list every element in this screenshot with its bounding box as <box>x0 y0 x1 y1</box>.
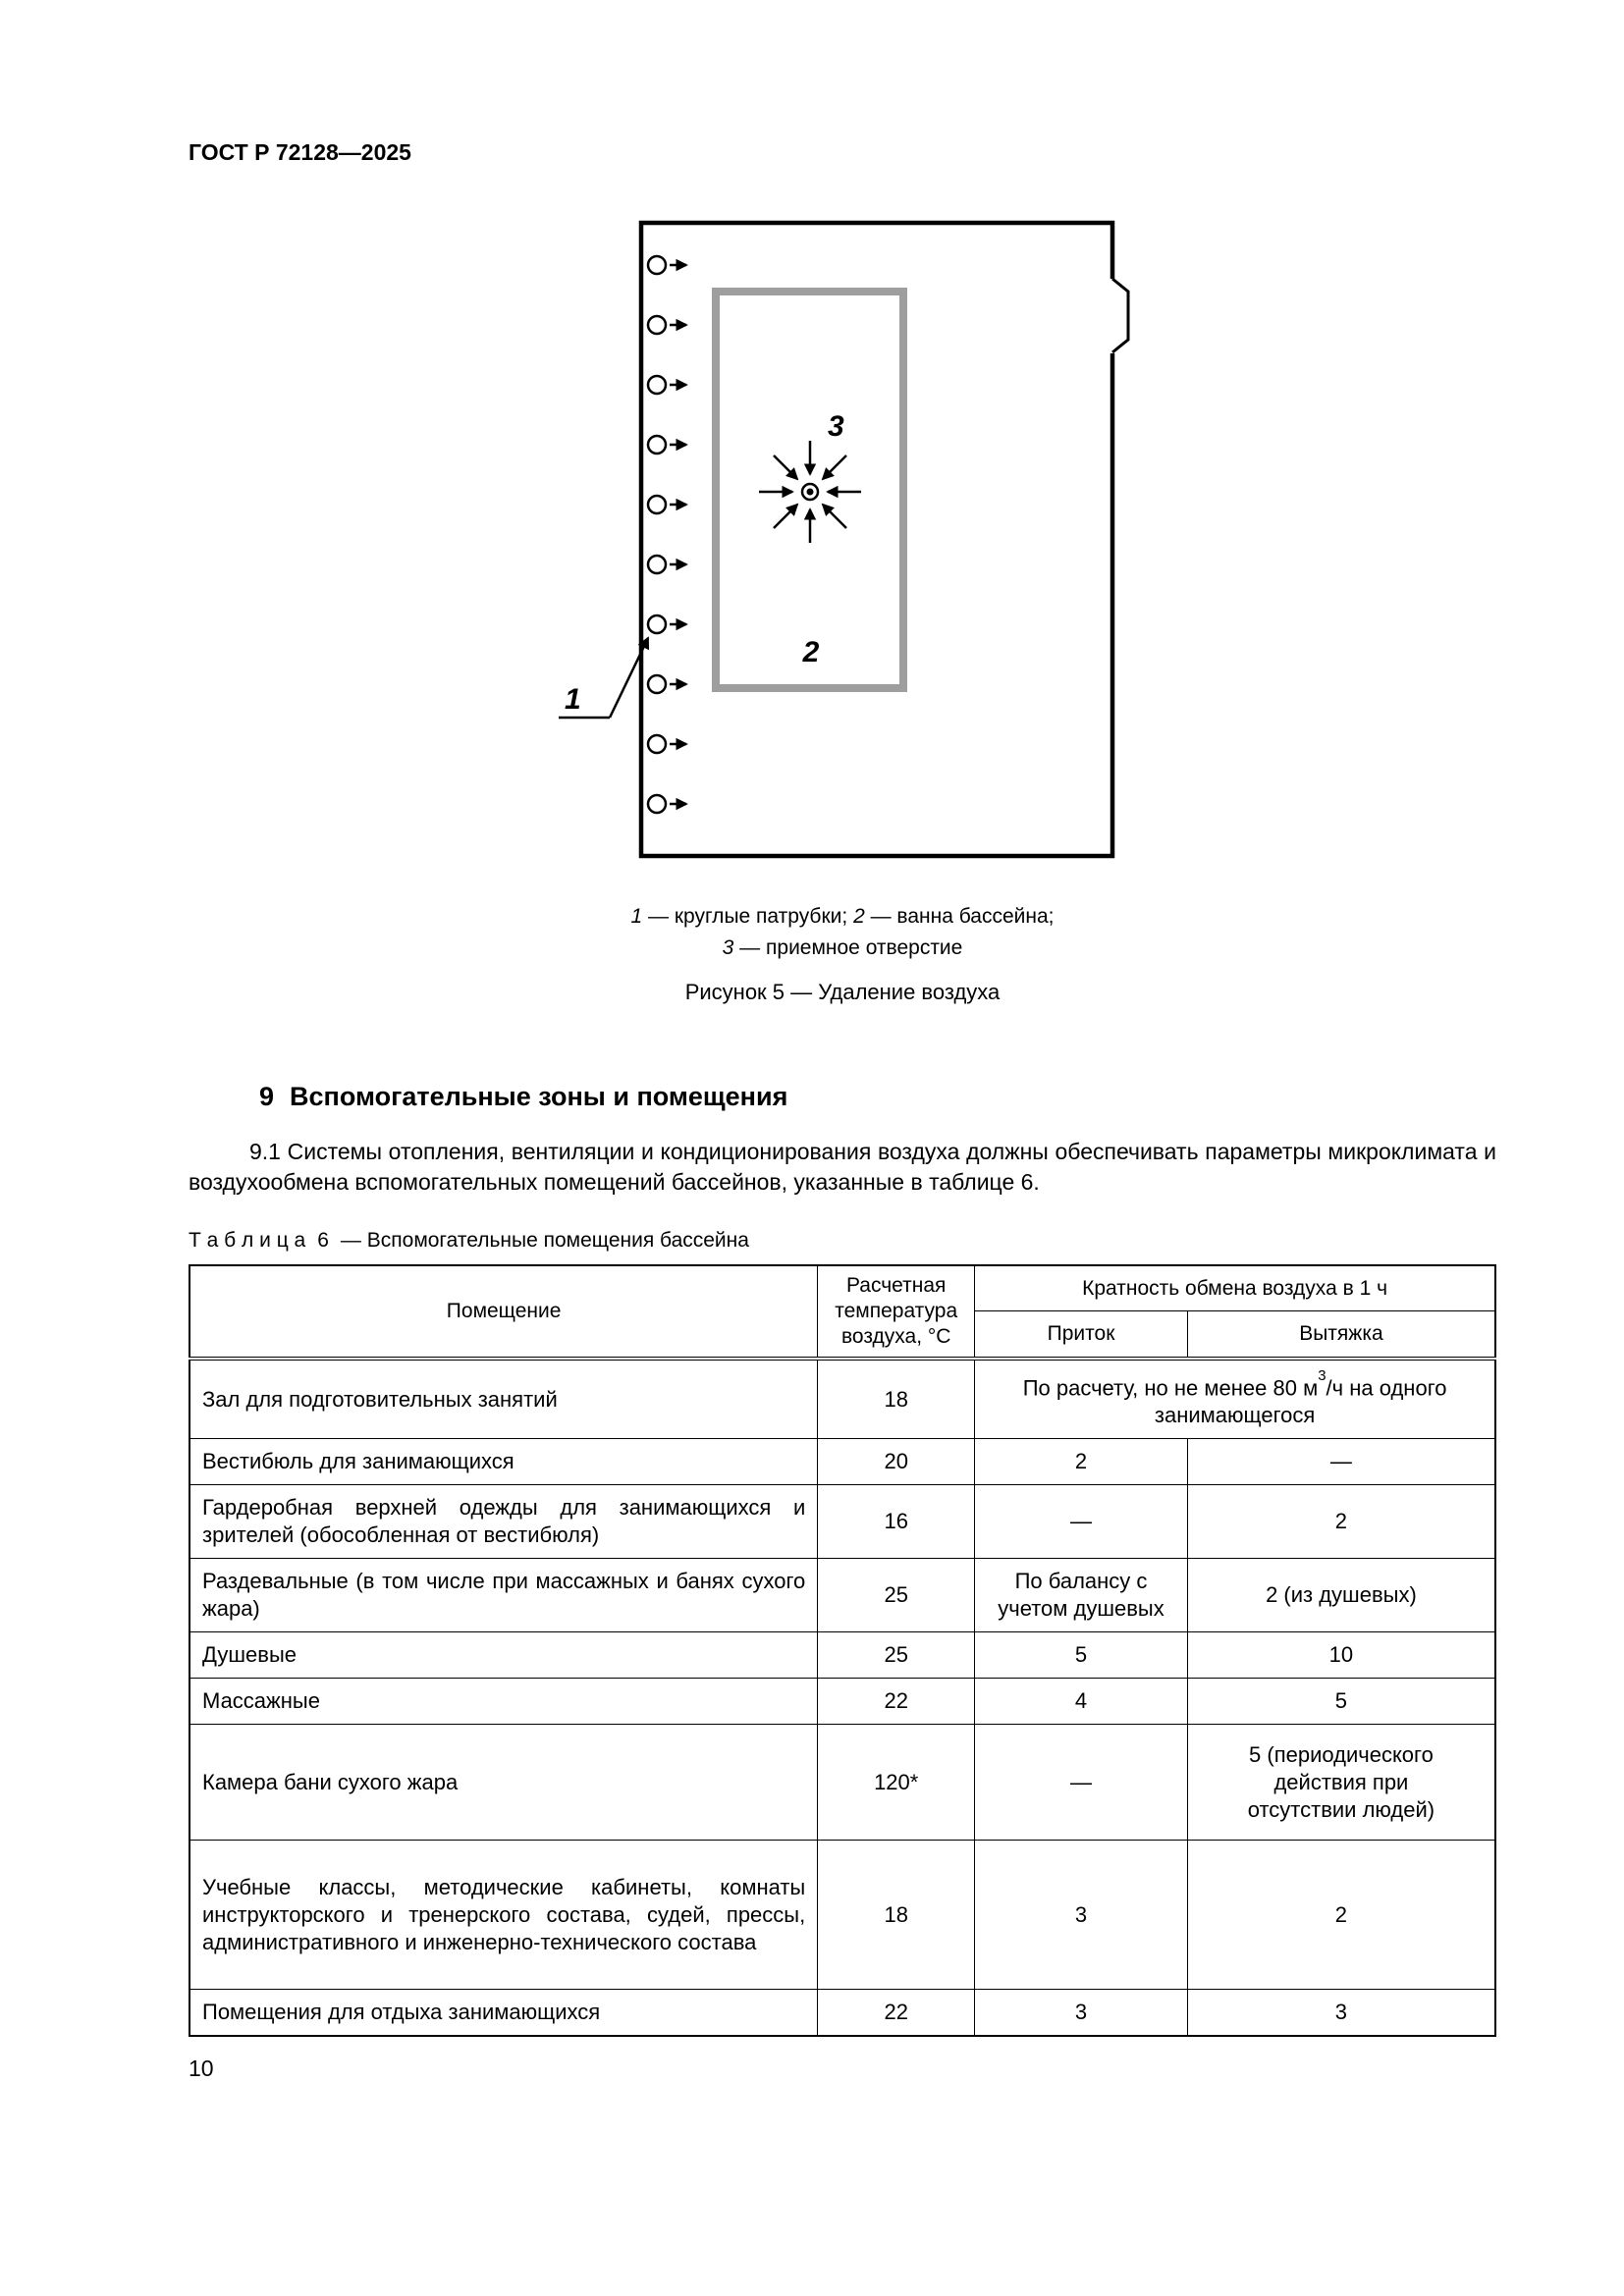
section-title: Вспомогательные зоны и помещения <box>290 1082 788 1111</box>
table-label-number: 6 <box>317 1229 329 1252</box>
outflow-cell: 5 (периодического действия при отсутствии людей) <box>1187 1725 1495 1841</box>
inflow-cell: — <box>975 1485 1188 1559</box>
figure-label-2: 2 <box>802 636 820 668</box>
table-row <box>189 1841 1495 1990</box>
inflow-cell: 5 <box>975 1632 1188 1679</box>
flow-note-pre: По расчету, но не менее 80 м <box>1022 1375 1319 1401</box>
intake-opening <box>802 484 818 500</box>
figure-5 <box>504 218 1142 871</box>
inflow-cell: 3 <box>975 1841 1188 1990</box>
temp-cell: 22 <box>818 1679 975 1725</box>
temp-cell: 16 <box>818 1485 975 1559</box>
legend-text-2: — ванна бассейна; <box>864 905 1055 928</box>
flow-note-cell <box>975 1359 1495 1439</box>
flow-note-sup: 3 <box>1318 1367 1326 1385</box>
room-cell: Вестибюль для занимающихся <box>189 1439 818 1485</box>
outflow-cell: 5 <box>1187 1679 1495 1725</box>
inflow-cell: 2 <box>975 1439 1188 1485</box>
figure-label-3: 3 <box>828 410 844 443</box>
col-header-outflow: Вытяжка <box>1187 1311 1495 1359</box>
nozzle <box>648 615 686 633</box>
room-cell: Гардеробная верхней одежды для занимающихся и зрителей (обособленная от вестибюля) <box>189 1485 818 1559</box>
legend-num-1: 1 <box>630 905 643 928</box>
outflow-cell: 2 <box>1187 1485 1495 1559</box>
nozzle <box>648 675 686 693</box>
temp-cell: 120* <box>818 1725 975 1841</box>
room-cell: Помещения для отдыха занимающихся <box>189 1990 818 2037</box>
legend-text-1: — круглые патрубки; <box>642 905 854 928</box>
table-row <box>189 1439 1495 1485</box>
figure-caption: Рисунок 5 — Удаление воздуха <box>684 980 1001 1004</box>
room-cell: Зал для подготовительных занятий <box>189 1359 818 1439</box>
outflow-cell: 10 <box>1187 1632 1495 1679</box>
room-cell: Камера бани сухого жара <box>189 1725 818 1841</box>
temp-cell: 25 <box>818 1632 975 1679</box>
table-label-title: — Вспомогательные помещения бассейна <box>340 1229 749 1252</box>
table-header-row-1 <box>189 1265 1495 1311</box>
room-cell: Душевые <box>189 1632 818 1679</box>
temp-cell: 18 <box>818 1841 975 1990</box>
room-cell: Раздевальные (в том числе при массажных и банях сухого жара) <box>189 1559 818 1632</box>
wall-break-symbol <box>1104 279 1128 353</box>
legend-text-3: — приемное отверстие <box>733 936 963 959</box>
nozzle <box>648 496 686 513</box>
nozzle <box>648 316 686 334</box>
table-label <box>189 1229 749 1253</box>
inflow-cell: По балансу с учетом душевых <box>975 1559 1188 1632</box>
nozzle <box>648 795 686 813</box>
nozzle <box>648 556 686 573</box>
inflow-cell: 3 <box>975 1990 1188 2037</box>
section-number: 9 <box>259 1082 275 1111</box>
section-heading <box>259 1082 787 1112</box>
figure-legend <box>189 901 1496 964</box>
aux-rooms-table <box>189 1264 1496 2037</box>
room-cell: Учебные классы, методические кабинеты, комнаты инструкторского и тренерского состава, судей, прессы, административного и инженерно-технического состава <box>189 1841 818 1990</box>
temp-cell: 22 <box>818 1990 975 2037</box>
inflow-cell: 4 <box>975 1679 1188 1725</box>
nozzle <box>648 735 686 753</box>
nozzle <box>648 376 686 394</box>
temp-cell: 25 <box>818 1559 975 1632</box>
temp-cell: 18 <box>818 1359 975 1439</box>
table-row <box>189 1632 1495 1679</box>
page-number: 10 <box>189 2056 214 2081</box>
doc-code: ГОСТ Р 72128—2025 <box>189 139 411 165</box>
table-row <box>189 1990 1495 2037</box>
air-removal-diagram <box>504 218 1142 866</box>
outflow-cell: 3 <box>1187 1990 1495 2037</box>
outflow-cell: 2 <box>1187 1841 1495 1990</box>
table-row <box>189 1725 1495 1841</box>
nozzle <box>648 256 686 274</box>
col-header-room: Помещение <box>189 1265 818 1359</box>
label-1-leader <box>559 638 648 718</box>
outflow-cell: 2 (из душевых) <box>1187 1559 1495 1632</box>
inflow-cell: — <box>975 1725 1188 1841</box>
temp-cell: 20 <box>818 1439 975 1485</box>
figure-label-1: 1 <box>565 683 581 716</box>
flow-note-post: /ч на одного занимающегося <box>1154 1375 1447 1428</box>
nozzle <box>648 436 686 454</box>
table-row <box>189 1559 1495 1632</box>
legend-num-2: 2 <box>853 905 865 928</box>
legend-num-3: 3 <box>722 936 734 959</box>
outflow-cell: — <box>1187 1439 1495 1485</box>
section-paragraph: 9.1 Системы отопления, вентиляции и кондиционирования воздуха должны обеспечивать параметры микроклимата и воздухообмена вспомогательных помещений бассейнов, указанные в таблице 6. <box>189 1139 1496 1195</box>
col-header-inflow: Приток <box>975 1311 1188 1359</box>
round-nozzles-column <box>648 256 686 813</box>
col-header-temp: Расчетная температура воздуха, °С <box>818 1265 975 1359</box>
room-cell: Массажные <box>189 1679 818 1725</box>
table-label-word: Т а б л и ц а <box>189 1229 306 1252</box>
table-row <box>189 1679 1495 1725</box>
table-row <box>189 1485 1495 1559</box>
col-header-exchange: Кратность обмена воздуха в 1 ч <box>975 1265 1495 1311</box>
table-row <box>189 1359 1495 1439</box>
